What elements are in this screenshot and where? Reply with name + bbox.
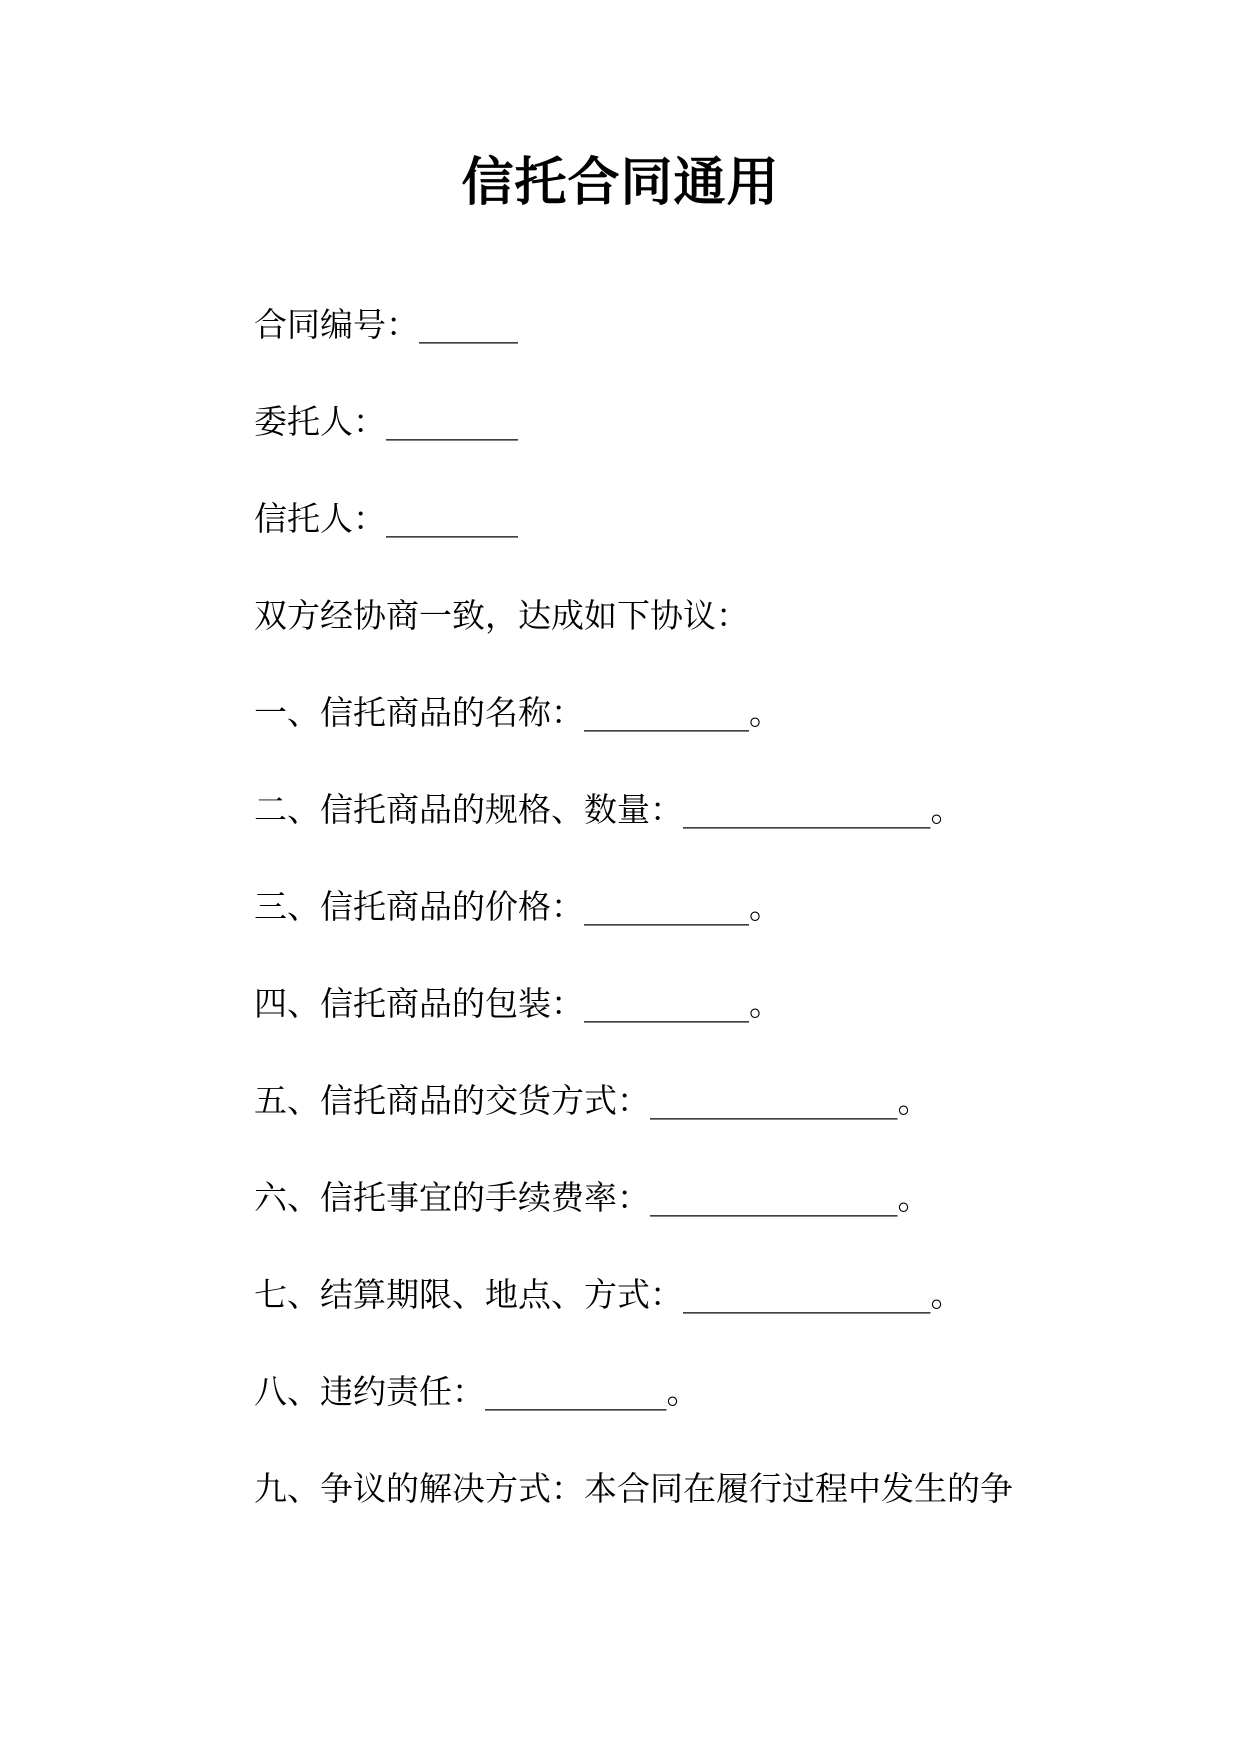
clause-2-spec-quantity: 二、信托商品的规格、数量：_______________。 [254, 790, 964, 829]
clause-7-settlement: 七、结算期限、地点、方式：_______________。 [254, 1275, 964, 1314]
clause-6-fee-rate: 六、信托事宜的手续费率：_______________。 [254, 1178, 931, 1217]
clause-4-packaging: 四、信托商品的包装：__________。 [254, 984, 782, 1023]
clause-8-liability: 八、违约责任：___________。 [254, 1372, 700, 1411]
contract-body [254, 300, 1134, 1561]
trustee-line: 信托人：________ [254, 499, 518, 538]
clause-1-goods-name: 一、信托商品的名称：__________。 [254, 693, 782, 732]
clause-3-price: 三、信托商品的价格：__________。 [254, 887, 782, 926]
page-title: 信托合同通用 [461, 152, 780, 213]
clause-5-delivery: 五、信托商品的交货方式：_______________。 [254, 1081, 931, 1120]
clause-9-dispute: 九、争议的解决方式：本合同在履行过程中发生的争 [254, 1469, 1013, 1508]
agreement-intro: 双方经协商一致，达成如下协议： [254, 596, 749, 635]
principal-line: 委托人：________ [254, 402, 518, 441]
contract-number-line: 合同编号：______ [254, 305, 518, 344]
